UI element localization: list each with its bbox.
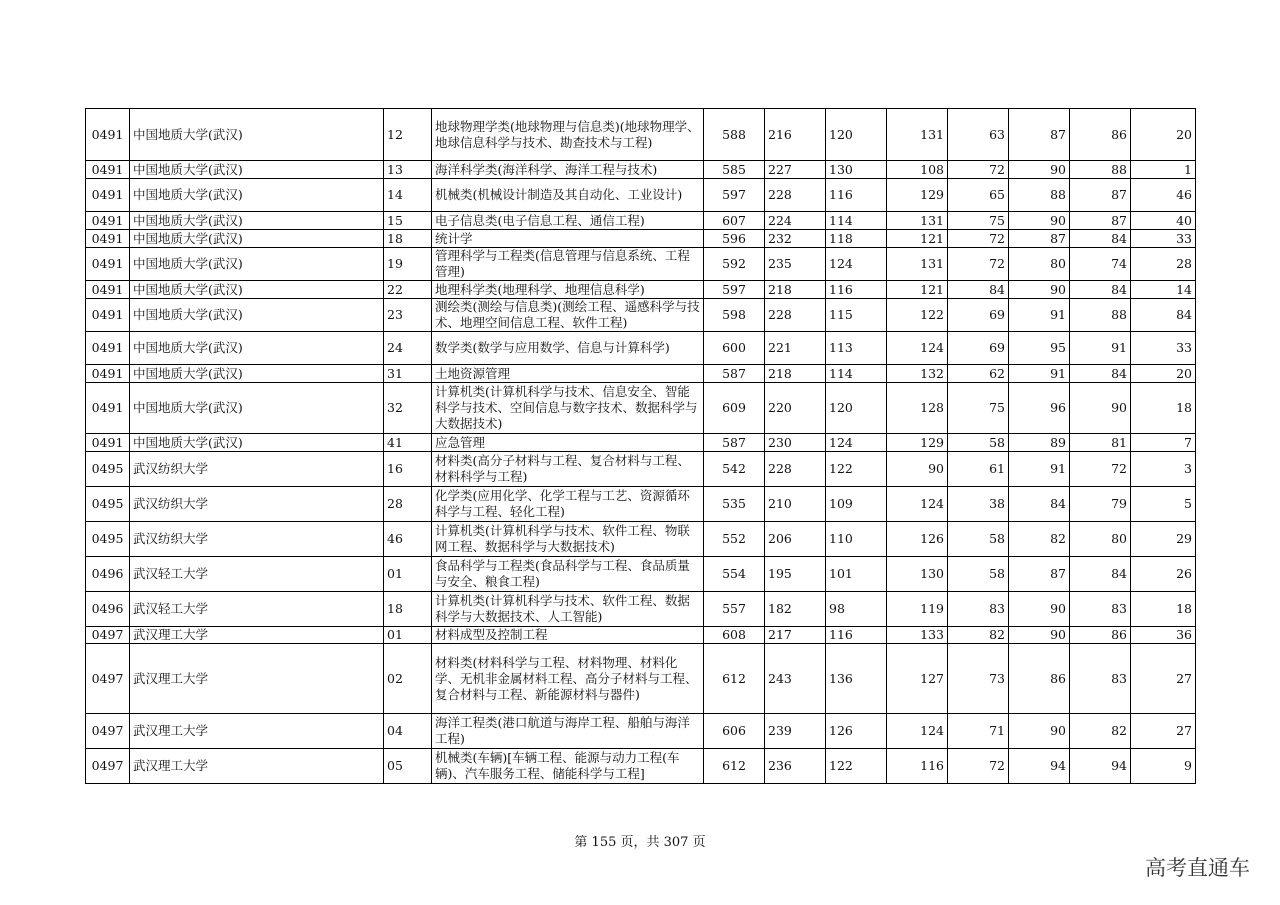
score-cell: 98	[826, 592, 887, 627]
school-code-cell: 0491	[86, 230, 130, 248]
score-cell: 96	[1009, 383, 1070, 434]
major-name-cell: 海洋科学类(海洋科学、海洋工程与技术)	[432, 161, 704, 179]
school-code-cell: 0491	[86, 281, 130, 299]
school-code-cell: 0491	[86, 383, 130, 434]
score-cell: 18	[1131, 383, 1196, 434]
major-name-cell: 机械类(机械设计制造及其自动化、工业设计)	[432, 179, 704, 212]
score-cell: 216	[765, 109, 826, 161]
score-cell: 90	[1009, 627, 1070, 644]
score-cell: 128	[887, 383, 948, 434]
major-name-cell: 计算机类(计算机科学与技术、信息安全、智能科学与技术、空间信息与数字技术、数据科学与大数据技术)	[432, 383, 704, 434]
score-cell: 74	[1070, 248, 1131, 281]
table-row	[86, 452, 1196, 487]
score-cell: 124	[887, 487, 948, 522]
group-code-cell: 24	[384, 332, 432, 365]
school-code-cell: 0491	[86, 212, 130, 230]
major-name-cell: 计算机类(计算机科学与技术、软件工程、数据科学与大数据技术、人工智能)	[432, 592, 704, 627]
score-cell: 94	[1070, 749, 1131, 784]
score-cell: 91	[1009, 365, 1070, 383]
school-name-cell: 武汉理工大学	[130, 627, 384, 644]
score-cell: 116	[826, 627, 887, 644]
score-cell: 82	[1009, 522, 1070, 557]
score-cell: 33	[1131, 230, 1196, 248]
school-name-cell: 中国地质大学(武汉)	[130, 383, 384, 434]
score-cell: 114	[826, 212, 887, 230]
score-cell: 90	[1070, 383, 1131, 434]
score-cell: 18	[1131, 592, 1196, 627]
group-code-cell: 12	[384, 109, 432, 161]
school-name-cell: 中国地质大学(武汉)	[130, 212, 384, 230]
school-name-cell: 武汉理工大学	[130, 714, 384, 749]
score-cell: 124	[887, 332, 948, 365]
score-cell: 129	[887, 434, 948, 452]
major-name-cell: 地理科学类(地理科学、地理信息科学)	[432, 281, 704, 299]
score-cell: 228	[765, 452, 826, 487]
group-code-cell: 18	[384, 230, 432, 248]
score-cell: 130	[826, 161, 887, 179]
score-cell: 236	[765, 749, 826, 784]
score-cell: 115	[826, 299, 887, 332]
score-cell: 88	[1070, 299, 1131, 332]
score-cell: 91	[1009, 299, 1070, 332]
score-cell: 110	[826, 522, 887, 557]
score-cell: 220	[765, 383, 826, 434]
table-row	[86, 627, 1196, 644]
score-cell: 124	[826, 248, 887, 281]
score-cell: 83	[948, 592, 1009, 627]
school-name-cell: 中国地质大学(武汉)	[130, 248, 384, 281]
school-name-cell: 中国地质大学(武汉)	[130, 332, 384, 365]
score-cell: 36	[1131, 627, 1196, 644]
score-cell: 58	[948, 434, 1009, 452]
major-name-cell: 计算机类(计算机科学与技术、软件工程、物联网工程、数据科学与大数据技术)	[432, 522, 704, 557]
score-cell: 86	[1009, 644, 1070, 714]
score-cell: 131	[887, 212, 948, 230]
score-cell: 126	[826, 714, 887, 749]
score-cell: 81	[1070, 434, 1131, 452]
score-cell: 40	[1131, 212, 1196, 230]
school-name-cell: 中国地质大学(武汉)	[130, 161, 384, 179]
table-row	[86, 109, 1196, 161]
score-cell: 120	[826, 109, 887, 161]
score-cell: 87	[1009, 230, 1070, 248]
score-cell: 38	[948, 487, 1009, 522]
score-cell: 3	[1131, 452, 1196, 487]
score-cell: 119	[887, 592, 948, 627]
score-cell: 62	[948, 365, 1009, 383]
total-score-cell: 597	[704, 281, 765, 299]
score-cell: 80	[1070, 522, 1131, 557]
admissions-table	[85, 108, 1196, 784]
table-row	[86, 299, 1196, 332]
major-name-cell: 电子信息类(电子信息工程、通信工程)	[432, 212, 704, 230]
score-cell: 14	[1131, 281, 1196, 299]
score-cell: 1	[1131, 161, 1196, 179]
score-cell: 218	[765, 365, 826, 383]
school-code-cell: 0491	[86, 332, 130, 365]
school-code-cell: 0495	[86, 452, 130, 487]
score-cell: 127	[887, 644, 948, 714]
total-score-cell: 588	[704, 109, 765, 161]
school-name-cell: 武汉纺织大学	[130, 522, 384, 557]
score-cell: 61	[948, 452, 1009, 487]
major-name-cell: 化学类(应用化学、化学工程与工艺、资源循环科学与工程、轻化工程)	[432, 487, 704, 522]
school-name-cell: 武汉轻工大学	[130, 557, 384, 592]
group-code-cell: 05	[384, 749, 432, 784]
school-name-cell: 武汉纺织大学	[130, 487, 384, 522]
group-code-cell: 46	[384, 522, 432, 557]
major-name-cell: 应急管理	[432, 434, 704, 452]
total-score-cell: 592	[704, 248, 765, 281]
total-score-cell: 535	[704, 487, 765, 522]
school-name-cell: 中国地质大学(武汉)	[130, 179, 384, 212]
major-name-cell: 材料类(高分子材料与工程、复合材料与工程、材料科学与工程)	[432, 452, 704, 487]
school-code-cell: 0491	[86, 299, 130, 332]
score-cell: 27	[1131, 714, 1196, 749]
score-cell: 90	[1009, 592, 1070, 627]
table-row	[86, 714, 1196, 749]
score-cell: 90	[1009, 714, 1070, 749]
score-cell: 20	[1131, 365, 1196, 383]
score-cell: 232	[765, 230, 826, 248]
score-cell: 90	[887, 452, 948, 487]
score-cell: 113	[826, 332, 887, 365]
score-cell: 72	[948, 161, 1009, 179]
score-cell: 28	[1131, 248, 1196, 281]
score-cell: 5	[1131, 487, 1196, 522]
score-cell: 69	[948, 299, 1009, 332]
school-name-cell: 中国地质大学(武汉)	[130, 281, 384, 299]
score-cell: 88	[1009, 179, 1070, 212]
school-code-cell: 0497	[86, 749, 130, 784]
group-code-cell: 23	[384, 299, 432, 332]
group-code-cell: 02	[384, 644, 432, 714]
total-score-cell: 557	[704, 592, 765, 627]
score-cell: 206	[765, 522, 826, 557]
total-score-cell: 552	[704, 522, 765, 557]
score-cell: 243	[765, 644, 826, 714]
score-cell: 91	[1009, 452, 1070, 487]
watermark-logo: 高考直通车	[1145, 856, 1250, 880]
group-code-cell: 31	[384, 365, 432, 383]
table-row	[86, 434, 1196, 452]
school-code-cell: 0491	[86, 179, 130, 212]
major-name-cell: 食品科学与工程类(食品科学与工程、食品质量与安全、粮食工程)	[432, 557, 704, 592]
score-cell: 84	[1131, 299, 1196, 332]
group-code-cell: 22	[384, 281, 432, 299]
score-cell: 210	[765, 487, 826, 522]
score-cell: 94	[1009, 749, 1070, 784]
major-name-cell: 地球物理学类(地球物理与信息类)(地球物理学、地球信息科学与技术、勘查技术与工程)	[432, 109, 704, 161]
major-name-cell: 机械类(车辆)[车辆工程、能源与动力工程(车辆)、汽车服务工程、储能科学与工程]	[432, 749, 704, 784]
school-code-cell: 0491	[86, 161, 130, 179]
table-row	[86, 592, 1196, 627]
school-code-cell: 0497	[86, 714, 130, 749]
table-row	[86, 248, 1196, 281]
table-row	[86, 332, 1196, 365]
total-score-cell: 542	[704, 452, 765, 487]
total-score-cell: 596	[704, 230, 765, 248]
group-code-cell: 16	[384, 452, 432, 487]
score-cell: 84	[1070, 365, 1131, 383]
table-row	[86, 557, 1196, 592]
score-cell: 218	[765, 281, 826, 299]
score-cell: 221	[765, 332, 826, 365]
score-cell: 26	[1131, 557, 1196, 592]
group-code-cell: 28	[384, 487, 432, 522]
total-score-cell: 609	[704, 383, 765, 434]
school-name-cell: 武汉纺织大学	[130, 452, 384, 487]
score-cell: 87	[1009, 109, 1070, 161]
total-score-cell: 608	[704, 627, 765, 644]
table-row	[86, 230, 1196, 248]
score-cell: 88	[1070, 161, 1131, 179]
score-cell: 72	[948, 248, 1009, 281]
score-cell: 69	[948, 332, 1009, 365]
score-cell: 239	[765, 714, 826, 749]
score-cell: 83	[1070, 592, 1131, 627]
score-cell: 131	[887, 248, 948, 281]
score-cell: 82	[948, 627, 1009, 644]
group-code-cell: 15	[384, 212, 432, 230]
score-cell: 72	[948, 230, 1009, 248]
total-score-cell: 607	[704, 212, 765, 230]
major-name-cell: 测绘类(测绘与信息类)(测绘工程、遥感科学与技术、地理空间信息工程、软件工程)	[432, 299, 704, 332]
group-code-cell: 18	[384, 592, 432, 627]
score-cell: 228	[765, 299, 826, 332]
score-cell: 65	[948, 179, 1009, 212]
score-cell: 124	[887, 714, 948, 749]
table-row	[86, 644, 1196, 714]
score-cell: 87	[1070, 179, 1131, 212]
score-cell: 29	[1131, 522, 1196, 557]
score-cell: 80	[1009, 248, 1070, 281]
total-score-cell: 600	[704, 332, 765, 365]
score-cell: 84	[948, 281, 1009, 299]
school-code-cell: 0495	[86, 522, 130, 557]
score-cell: 116	[826, 281, 887, 299]
score-cell: 230	[765, 434, 826, 452]
group-code-cell: 01	[384, 627, 432, 644]
score-cell: 86	[1070, 627, 1131, 644]
score-cell: 84	[1009, 487, 1070, 522]
table-row	[86, 212, 1196, 230]
school-name-cell: 中国地质大学(武汉)	[130, 365, 384, 383]
major-name-cell: 管理科学与工程类(信息管理与信息系统、工程管理)	[432, 248, 704, 281]
major-name-cell: 材料类(材料科学与工程、材料物理、材料化学、无机非金属材料工程、高分子材料与工程、复合材料与工程、新能源材料与器件)	[432, 644, 704, 714]
score-cell: 20	[1131, 109, 1196, 161]
table-row	[86, 522, 1196, 557]
table-row	[86, 161, 1196, 179]
total-score-cell: 587	[704, 434, 765, 452]
score-cell: 63	[948, 109, 1009, 161]
score-cell: 89	[1009, 434, 1070, 452]
score-cell: 133	[887, 627, 948, 644]
score-cell: 121	[887, 230, 948, 248]
score-cell: 82	[1070, 714, 1131, 749]
score-cell: 182	[765, 592, 826, 627]
group-code-cell: 01	[384, 557, 432, 592]
score-cell: 101	[826, 557, 887, 592]
score-cell: 108	[887, 161, 948, 179]
score-cell: 136	[826, 644, 887, 714]
score-cell: 73	[948, 644, 1009, 714]
total-score-cell: 587	[704, 365, 765, 383]
score-cell: 86	[1070, 109, 1131, 161]
table-row	[86, 383, 1196, 434]
score-cell: 90	[1009, 281, 1070, 299]
score-cell: 90	[1009, 212, 1070, 230]
school-name-cell: 中国地质大学(武汉)	[130, 230, 384, 248]
school-code-cell: 0497	[86, 644, 130, 714]
school-code-cell: 0491	[86, 248, 130, 281]
score-cell: 83	[1070, 644, 1131, 714]
score-cell: 120	[826, 383, 887, 434]
total-score-cell: 585	[704, 161, 765, 179]
score-cell: 122	[826, 452, 887, 487]
score-cell: 131	[887, 109, 948, 161]
score-cell: 195	[765, 557, 826, 592]
page-number: 第 155 页，共 307 页	[574, 835, 706, 850]
score-cell: 109	[826, 487, 887, 522]
score-cell: 217	[765, 627, 826, 644]
score-cell: 84	[1070, 281, 1131, 299]
score-cell: 116	[887, 749, 948, 784]
score-cell: 71	[948, 714, 1009, 749]
total-score-cell: 606	[704, 714, 765, 749]
major-name-cell: 海洋工程类(港口航道与海岸工程、船舶与海洋工程)	[432, 714, 704, 749]
group-code-cell: 32	[384, 383, 432, 434]
score-cell: 95	[1009, 332, 1070, 365]
score-cell: 33	[1131, 332, 1196, 365]
score-cell: 129	[887, 179, 948, 212]
score-cell: 132	[887, 365, 948, 383]
score-cell: 72	[948, 749, 1009, 784]
major-name-cell: 数学类(数学与应用数学、信息与计算科学)	[432, 332, 704, 365]
score-cell: 79	[1070, 487, 1131, 522]
table-row	[86, 487, 1196, 522]
score-cell: 121	[887, 281, 948, 299]
school-name-cell: 武汉轻工大学	[130, 592, 384, 627]
score-cell: 122	[887, 299, 948, 332]
school-code-cell: 0491	[86, 434, 130, 452]
score-cell: 235	[765, 248, 826, 281]
score-cell: 27	[1131, 644, 1196, 714]
major-name-cell: 统计学	[432, 230, 704, 248]
school-name-cell: 武汉理工大学	[130, 644, 384, 714]
table-row	[86, 365, 1196, 383]
score-cell: 126	[887, 522, 948, 557]
score-cell: 124	[826, 434, 887, 452]
score-cell: 91	[1070, 332, 1131, 365]
school-code-cell: 0496	[86, 592, 130, 627]
score-cell: 87	[1009, 557, 1070, 592]
school-code-cell: 0491	[86, 109, 130, 161]
score-cell: 228	[765, 179, 826, 212]
score-cell: 227	[765, 161, 826, 179]
total-score-cell: 598	[704, 299, 765, 332]
school-code-cell: 0497	[86, 627, 130, 644]
score-cell: 84	[1070, 230, 1131, 248]
school-name-cell: 中国地质大学(武汉)	[130, 299, 384, 332]
major-name-cell: 土地资源管理	[432, 365, 704, 383]
total-score-cell: 597	[704, 179, 765, 212]
score-cell: 224	[765, 212, 826, 230]
total-score-cell: 554	[704, 557, 765, 592]
group-code-cell: 04	[384, 714, 432, 749]
score-cell: 7	[1131, 434, 1196, 452]
group-code-cell: 13	[384, 161, 432, 179]
school-code-cell: 0495	[86, 487, 130, 522]
score-cell: 72	[1070, 452, 1131, 487]
score-cell: 118	[826, 230, 887, 248]
school-code-cell: 0496	[86, 557, 130, 592]
table-row	[86, 281, 1196, 299]
table-row	[86, 749, 1196, 784]
group-code-cell: 14	[384, 179, 432, 212]
score-cell: 58	[948, 522, 1009, 557]
group-code-cell: 41	[384, 434, 432, 452]
score-cell: 58	[948, 557, 1009, 592]
major-name-cell: 材料成型及控制工程	[432, 627, 704, 644]
table-row	[86, 179, 1196, 212]
score-cell: 130	[887, 557, 948, 592]
school-name-cell: 中国地质大学(武汉)	[130, 109, 384, 161]
group-code-cell: 19	[384, 248, 432, 281]
total-score-cell: 612	[704, 749, 765, 784]
score-cell: 75	[948, 383, 1009, 434]
score-cell: 116	[826, 179, 887, 212]
school-name-cell: 武汉理工大学	[130, 749, 384, 784]
school-code-cell: 0491	[86, 365, 130, 383]
score-cell: 75	[948, 212, 1009, 230]
score-cell: 90	[1009, 161, 1070, 179]
total-score-cell: 612	[704, 644, 765, 714]
score-cell: 46	[1131, 179, 1196, 212]
school-name-cell: 中国地质大学(武汉)	[130, 434, 384, 452]
score-cell: 87	[1070, 212, 1131, 230]
score-cell: 9	[1131, 749, 1196, 784]
score-cell: 84	[1070, 557, 1131, 592]
score-cell: 122	[826, 749, 887, 784]
score-cell: 114	[826, 365, 887, 383]
